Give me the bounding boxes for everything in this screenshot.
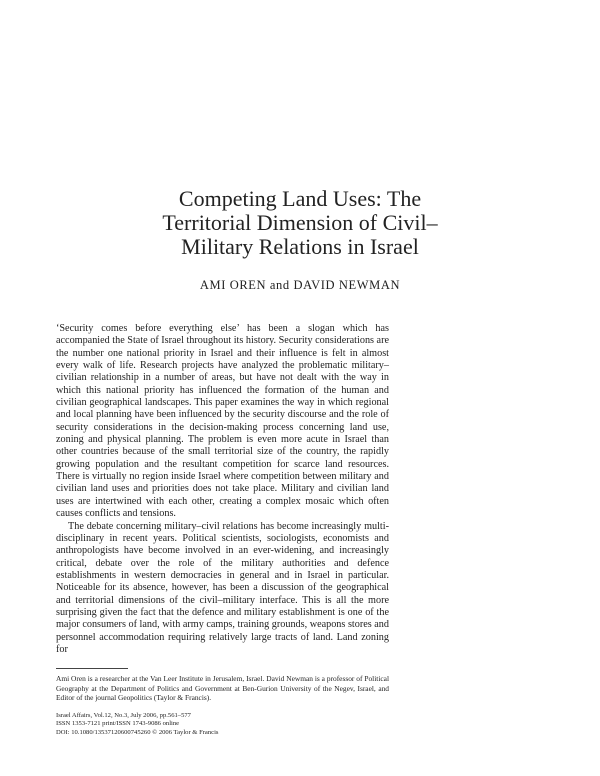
article-authors: AMI OREN and DAVID NEWMAN [199, 278, 401, 292]
body-paragraph-1: ‘Security comes before everything else’ has been a slogan which has accompanied the State of Israel throughout its history. Security considerations are the number one national priority in Israel and their influence is felt in almost every walk of life. Research projects have analyzed the problematic military–civilian relationship in a number of areas, but have not dealt with the way in which this national priority has influenced the formation of the human and civilian geographical landscapes. This paper examines the way in which regional and local planning have been influenced by the security discourse and the role of security considerations in the decision-making process concerning land use, zoning and physical planning. The problem is even more acute in Israel than other countries because of the small territorial size of the country, the rapidly growing population and the resultant competition for scarce land resources. There is virtually no region inside Israel where competition between military and civilian land uses and priorities does not take place. Military and civilian land uses are intertwined with each other, creating a complex mosaic which often causes conflicts and tensions. [56, 323, 389, 520]
title-line-2: Territorial Dimension of Civil– [162, 210, 438, 235]
article-body [56, 323, 389, 656]
journal-citation: Israel Affairs, Vol.12, No.3, July 2006, pp.561–577 [56, 712, 191, 719]
doi-line: DOI: 10.1080/13537120600745260 © 2006 Taylor & Francis [56, 728, 219, 736]
author-footnote: Ami Oren is a researcher at the Van Leer Institute in Jerusalem, Israel. David Newman is a professor of Political Geography at the Department of Politics and Government at Ben-Gurion University of the Negev, Israel, and Editor of the journal Geopolitics (Taylor & Francis). [56, 674, 389, 703]
title-line-1: Competing Land Uses: The [178, 186, 422, 211]
footnote-divider [56, 668, 128, 669]
title-line-3: Military Relations in Israel [181, 234, 419, 259]
body-paragraph-2: The debate concerning military–civil relations has become increasingly multi-disciplinary in recent years. Political scientists, sociologists, economists and anthropologists have become involved in an ever-widening, and increasingly critical, debate over the role of the military authorities and defence establishments in western democracies in general and in Israel in particular. Noticeable for its absence, however, has been a discussion of the geographical and territorial dimensions of the civil–military interface. This is all the more surprising given the fact that the defence and military establishment is one of the major consumers of land, with army camps, training grounds, weapons stores and personnel accommodation requiring relatively large tracts of land. Land zoning for [56, 520, 389, 655]
issn-line: ISSN 1353-7121 print/ISSN 1743-9086 online [56, 720, 180, 728]
publication-metadata [56, 712, 389, 737]
article-title [40, 187, 560, 259]
